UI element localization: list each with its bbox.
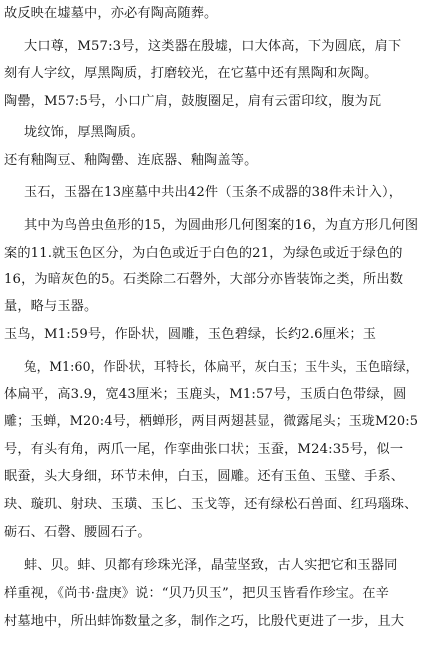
text-line: 眠蚕，头大身细，环节未伸，白玉，圆雕。还有玉鱼、玉璧、手系、 [4, 469, 405, 484]
text-line: 样重视，《尚书·盘庚》说：“贝乃贝玉”，把贝玉皆看作珍宝。在辛 [4, 586, 389, 601]
text-line: 号，有头有角，两爪一尾，作挛曲张口状；玉蚕，M24:35号，似一 [4, 442, 404, 457]
text-line: 还有釉陶豆、釉陶罍、连底器、釉陶盖等。 [4, 153, 258, 168]
text-line: 垅纹饰，厚黑陶质。 [24, 125, 145, 140]
text-line: 砺石、石磬、腰圆石子。 [4, 525, 151, 540]
text-line: 刻有人字纹，厚黑陶质，打磨较光，在它墓中还有黑陶和灰陶。 [4, 66, 378, 81]
text-line: 案的11.就玉色区分，为白色或近于白色的21，为绿色或近于绿色的 [4, 246, 403, 261]
text-line: 16，为暗灰色的5。石类除二石磬外，大部分亦皆装饰之类，所出数 [4, 272, 404, 287]
text-line: 兔，M1:60，作卧状，耳特长，体扁平，灰白玉；玉牛头，玉色暗绿， [24, 360, 419, 375]
text-line: 玉鸟，M1:59号，作卧状，圆雕，玉色碧绿，长约2.6厘米；玉 [4, 327, 377, 342]
text-line: 体扁平，高3.9，宽43厘米；玉鹿头，M1:57号，玉质白色带绿，圆 [4, 387, 407, 402]
text-line: 玉石，玉器在13座墓中共出42件（玉条不成器的38件未计入）， [24, 185, 403, 200]
text-line: 村墓地中，所出蚌饰数量之多，制作之巧，比殷代更进了一步，且大 [4, 614, 405, 629]
text-line: 其中为鸟兽虫鱼形的15，为圆曲形几何图案的16，为直方形几何图 [24, 218, 419, 233]
text-line: 蚌、贝。蚌、贝都有珍珠光泽，晶莹坚致，古人实把它和玉器同 [24, 558, 398, 573]
text-line: 陶罍，M57:5号，小口广肩，鼓腹圈足，肩有云雷印纹，腹为瓦 [4, 94, 382, 109]
text-line: 大口尊，M57:3号，这类器在殷墟，口大体高，下为圆底，肩下 [24, 39, 402, 54]
text-line: 量，略与玉器。 [4, 299, 98, 314]
text-line: 故反映在墟墓中，亦必有陶高随葬。 [4, 6, 218, 21]
text-line: 玦、璇玑、射玦、玉璜、玉匕、玉戈等，还有绿松石兽面、红玛瑙珠、 [4, 497, 418, 512]
text-line: 雕；玉蝉，M20:4号，栖蝉形，两目两翅甚显，微露尾头；玉珑M20:5 [4, 414, 419, 429]
